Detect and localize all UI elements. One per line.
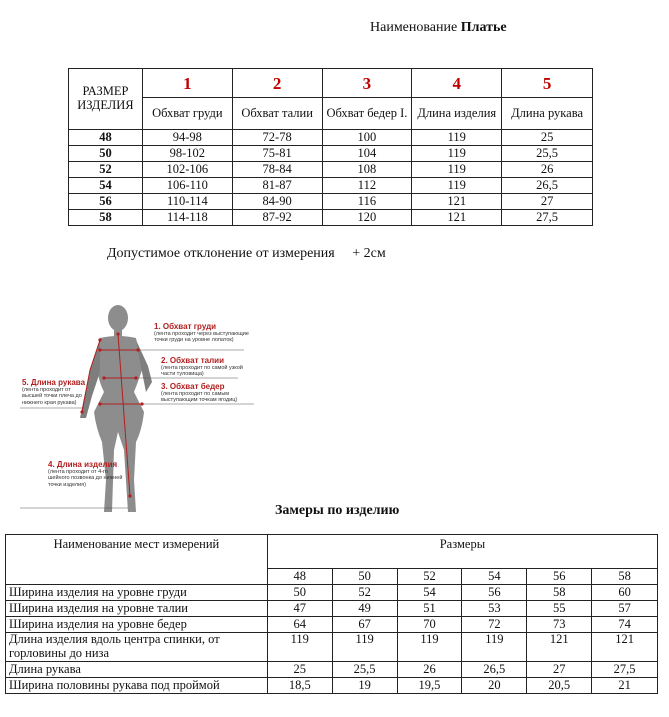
measurement-value: 20 [462, 678, 527, 694]
measurement-value: 70 [397, 617, 462, 633]
size-column-header: 48 [267, 569, 332, 585]
size-cell: 106-110 [142, 178, 232, 194]
size-cell: 27,5 [502, 210, 593, 226]
size-value: 56 [69, 194, 143, 210]
document-title [370, 20, 507, 36]
column-name: Длина рукава [502, 98, 593, 130]
measurement-value: 53 [462, 601, 527, 617]
measurement-value: 21 [592, 678, 658, 694]
size-cell: 26 [502, 162, 593, 178]
column-name: Обхват бедер I. [322, 98, 412, 130]
size-cell: 25,5 [502, 146, 593, 162]
measurement-row [6, 678, 658, 694]
size-column-header: 54 [462, 569, 527, 585]
measurement-row [6, 662, 658, 678]
size-cell: 27 [502, 194, 593, 210]
column-number: 5 [502, 69, 593, 98]
size-value: 52 [69, 162, 143, 178]
size-cell: 87-92 [232, 210, 322, 226]
measurement-row [6, 601, 658, 617]
size-column-header: 50 [332, 569, 397, 585]
size-column-header: 52 [397, 569, 462, 585]
measurements-title: Замеры по изделию [275, 503, 400, 518]
size-cell: 121 [412, 210, 502, 226]
measurement-row [6, 633, 658, 662]
measurement-value: 50 [267, 585, 332, 601]
title-prefix: Наименование [370, 20, 458, 35]
size-cell: 26,5 [502, 178, 593, 194]
size-cell: 75-81 [232, 146, 322, 162]
size-cell: 94-98 [142, 130, 232, 146]
size-column-header: 56 [527, 569, 592, 585]
measurement-value: 60 [592, 585, 658, 601]
column-number: 1 [142, 69, 232, 98]
measurement-value: 57 [592, 601, 658, 617]
garment-measurements-table [5, 534, 658, 694]
measurement-label: Ширина изделия на уровне талии [6, 601, 268, 617]
measurements-label-header: Наименование мест измерений [6, 535, 268, 585]
measurement-value: 121 [527, 633, 592, 662]
tolerance-value: + 2см [352, 246, 386, 261]
size-row [69, 130, 593, 146]
measurement-value: 25 [267, 662, 332, 678]
measurement-value: 27 [527, 662, 592, 678]
size-cell: 25 [502, 130, 593, 146]
measurement-value: 19 [332, 678, 397, 694]
size-cell: 78-84 [232, 162, 322, 178]
size-value: 50 [69, 146, 143, 162]
size-cell: 119 [412, 130, 502, 146]
measurement-value: 55 [527, 601, 592, 617]
size-chart-table [68, 68, 593, 226]
annotation-hips: 3. Обхват бедер (лента проходит по самым выступающим точкам ягодиц) [161, 382, 238, 404]
measurement-value: 49 [332, 601, 397, 617]
measurement-label: Ширина изделия на уровне груди [6, 585, 268, 601]
annotation-sleeve: 5. Длина рукава (лента проходит от высшей точки плеча до нижнего края рукава) [22, 378, 86, 406]
measurement-value: 73 [527, 617, 592, 633]
measurement-value: 51 [397, 601, 462, 617]
measurement-value: 74 [592, 617, 658, 633]
column-number: 3 [322, 69, 412, 98]
measurement-value: 64 [267, 617, 332, 633]
column-name: Обхват груди [142, 98, 232, 130]
size-row [69, 146, 593, 162]
size-cell: 119 [412, 178, 502, 194]
size-value: 48 [69, 130, 143, 146]
measurement-value: 26,5 [462, 662, 527, 678]
size-cell: 112 [322, 178, 412, 194]
measurement-value: 119 [267, 633, 332, 662]
measurement-value: 52 [332, 585, 397, 601]
size-value: 54 [69, 178, 143, 194]
measurement-label: Длина изделия вдоль центра спинки, от горловины до низа [6, 633, 268, 662]
measurement-row [6, 617, 658, 633]
measurement-label: Длина рукава [6, 662, 268, 678]
size-cell: 120 [322, 210, 412, 226]
column-number: 4 [412, 69, 502, 98]
title-product: Платье [460, 20, 507, 35]
measurement-value: 26 [397, 662, 462, 678]
size-cell: 84-90 [232, 194, 322, 210]
measurement-label: Ширина половины рукава под проймой [6, 678, 268, 694]
measurement-value: 58 [527, 585, 592, 601]
tolerance-text: Допустимое отклонение от измерения [107, 246, 335, 261]
size-row [69, 194, 593, 210]
size-row [69, 162, 593, 178]
measurement-value: 56 [462, 585, 527, 601]
size-header: РАЗМЕР ИЗДЕЛИЯ [69, 69, 143, 130]
measurement-value: 54 [397, 585, 462, 601]
column-number: 2 [232, 69, 322, 98]
sizes-header: Размеры [267, 535, 657, 569]
column-name: Длина изделия [412, 98, 502, 130]
measurement-value: 27,5 [592, 662, 658, 678]
size-row [69, 210, 593, 226]
size-cell: 110-114 [142, 194, 232, 210]
size-cell: 119 [412, 162, 502, 178]
size-cell: 119 [412, 146, 502, 162]
annotation-waist: 2. Обхват талии (лента проходит по самой узкой части туловища) [161, 356, 243, 378]
measurement-value: 119 [397, 633, 462, 662]
size-column-header: 58 [592, 569, 658, 585]
size-cell: 102-106 [142, 162, 232, 178]
size-cell: 98-102 [142, 146, 232, 162]
size-cell: 116 [322, 194, 412, 210]
measurement-value: 72 [462, 617, 527, 633]
measurement-value: 119 [462, 633, 527, 662]
annotation-length: 4. Длина изделия (лента проходит от 4-го шейного позвонка до нижней точки изделия) [48, 460, 123, 488]
size-cell: 108 [322, 162, 412, 178]
size-row [69, 178, 593, 194]
measurement-value: 121 [592, 633, 658, 662]
measurement-value: 67 [332, 617, 397, 633]
column-name: Обхват талии [232, 98, 322, 130]
size-cell: 72-78 [232, 130, 322, 146]
annotation-chest: 1. Обхват груди (лента проходит через выступающие точки груди на уровне лопаток) [154, 322, 249, 344]
measurement-value: 25,5 [332, 662, 397, 678]
size-cell: 104 [322, 146, 412, 162]
size-cell: 114-118 [142, 210, 232, 226]
size-value: 58 [69, 210, 143, 226]
measurement-value: 119 [332, 633, 397, 662]
measurement-value: 20,5 [527, 678, 592, 694]
tolerance-note [107, 246, 386, 262]
size-cell: 81-87 [232, 178, 322, 194]
size-cell: 100 [322, 130, 412, 146]
measurement-label: Ширина изделия на уровне бедер [6, 617, 268, 633]
measurement-figure [18, 300, 278, 522]
measurement-value: 47 [267, 601, 332, 617]
measurement-value: 19,5 [397, 678, 462, 694]
measurement-row [6, 585, 658, 601]
measurement-value: 18,5 [267, 678, 332, 694]
size-cell: 121 [412, 194, 502, 210]
